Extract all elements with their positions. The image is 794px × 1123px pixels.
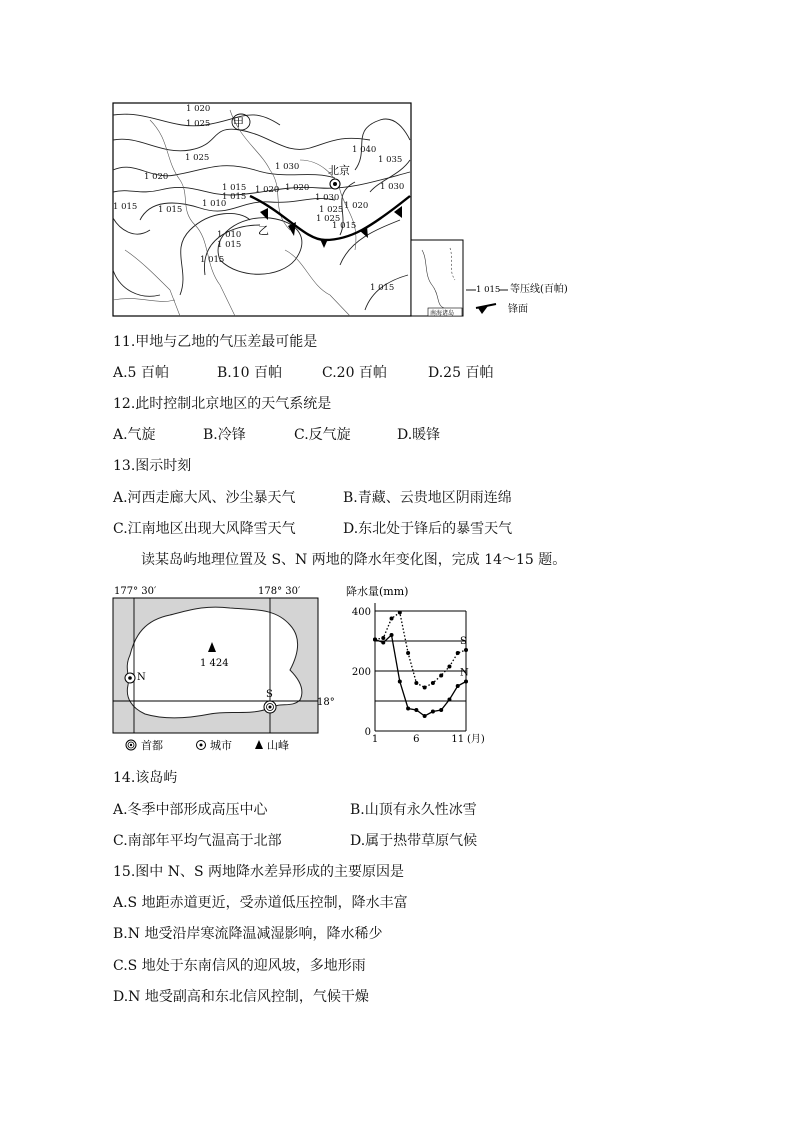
data-point-s: [423, 686, 427, 690]
data-point-n: [447, 698, 451, 702]
data-point-s: [398, 611, 402, 615]
data-point-s: [390, 617, 394, 621]
legend-isobar-value: 1 015: [476, 285, 501, 295]
data-point-s: [464, 648, 468, 652]
series-line-n: [375, 635, 466, 716]
data-point-s: [414, 681, 418, 685]
label-n: N: [137, 672, 146, 683]
q12-option-c[interactable]: C.反气旋: [294, 427, 351, 443]
isobar-label: 1 010: [217, 230, 242, 240]
place-yi: 乙: [258, 224, 269, 237]
series-label-n: N: [460, 667, 469, 679]
inset-label: 南海诸岛: [430, 310, 455, 317]
q11-stem: 11.甲地与乙地的气压差最可能是: [113, 334, 318, 350]
q12-stem: 12.此时控制北京地区的天气系统是: [113, 396, 332, 412]
isobar-label: 1 015: [217, 240, 242, 250]
isobar-label: 1 020: [285, 183, 310, 193]
isobar-label: 1 040: [352, 145, 377, 155]
q14-option-a[interactable]: A.冬季中部形成高压中心: [113, 802, 268, 818]
place-jia: 甲: [233, 116, 244, 129]
q15-option-d[interactable]: D.N 地受副高和东北信风控制，气候干燥: [113, 989, 369, 1005]
isobar-label-1015: 1 015: [200, 255, 225, 265]
q13-stem: 13.图示时刻: [113, 458, 192, 474]
data-point-n: [414, 708, 418, 712]
q11-option-b[interactable]: B.10 百帕: [217, 365, 283, 381]
data-point-s: [431, 681, 435, 685]
data-point-s: [456, 651, 460, 655]
data-point-n: [439, 708, 443, 712]
reading-intro: 读某岛屿地理位置及 S、N 两地的降水年变化图，完成 14～15 题。: [141, 552, 567, 568]
data-point-n: [373, 638, 377, 642]
q13-option-c[interactable]: C.江南地区出现大风降雪天气: [113, 521, 296, 537]
isobar-label: 1 035: [378, 155, 403, 165]
lon-left-label: 177° 30′: [114, 586, 157, 597]
isobar-label: 1 020: [144, 172, 169, 182]
q13-option-d[interactable]: D.东北处于锋后的暴雪天气: [343, 521, 513, 537]
chart-ylabel: 降水量(mm): [346, 585, 409, 598]
q14-stem: 14.该岛屿: [113, 770, 178, 786]
q13-option-b[interactable]: B.青藏、云贵地区阴雨连绵: [343, 490, 512, 506]
q12-option-d[interactable]: D.暖锋: [397, 427, 441, 443]
y-tick-label: 400: [351, 607, 371, 618]
data-point-s: [406, 651, 410, 655]
q11-option-d[interactable]: D.25 百帕: [428, 365, 494, 381]
data-point-n: [381, 641, 385, 645]
data-point-n: [464, 680, 468, 684]
isobar-label: 1 030: [315, 193, 340, 203]
isobar-label: 1 015: [332, 221, 357, 231]
legend-capital-text: 首都: [141, 739, 163, 752]
q14-option-b[interactable]: B.山顶有永久性冰雪: [350, 802, 477, 818]
peak-elevation: 1 424: [200, 658, 229, 669]
x-tick-label: 1: [371, 734, 379, 745]
isobar-label: 1 015: [222, 183, 247, 193]
lat-label: 18°: [317, 697, 335, 708]
label-s: S: [266, 689, 273, 700]
series-line-s: [375, 613, 466, 688]
q14-option-c[interactable]: C.南部年平均气温高于北部: [113, 833, 282, 849]
place-beijing: 北京: [328, 164, 350, 177]
south-china-sea-inset: [411, 240, 463, 316]
island-map: [110, 580, 340, 755]
q12-option-b[interactable]: B.冷锋: [203, 427, 246, 443]
isobar-label: 1 025: [319, 205, 344, 215]
isobar-label: 1 030: [275, 162, 300, 172]
isobar-label: 1 010: [202, 199, 227, 209]
chart-xlabel: (月): [467, 734, 485, 745]
isobar-label: 1 025: [185, 153, 210, 163]
y-tick-label: 200: [351, 667, 371, 678]
isobar-label: 1 015: [158, 205, 183, 215]
data-point-n: [398, 680, 402, 684]
x-tick-label: 6: [413, 734, 420, 745]
q13-option-a[interactable]: A.河西走廊大风、沙尘暴天气: [113, 490, 296, 506]
q11-option-a[interactable]: A.5 百帕: [113, 365, 169, 381]
legend-front-text: 锋面: [508, 304, 528, 315]
q15-option-a[interactable]: A.S 地距赤道更近，受赤道低压控制，降水丰富: [113, 895, 408, 911]
q15-option-c[interactable]: C.S 地处于东南信风的迎风坡，多地形雨: [113, 958, 366, 974]
isobar-label: 1 015: [222, 192, 247, 202]
q15-option-b[interactable]: B.N 地受沿岸寒流降温减湿影响，降水稀少: [113, 926, 383, 942]
series-label-s: S: [460, 636, 467, 647]
legend-peak-text: 山峰: [267, 739, 289, 752]
q12-option-a[interactable]: A.气旋: [113, 427, 156, 443]
data-point-n: [423, 714, 427, 718]
data-point-n: [406, 707, 410, 711]
isobar-label: 1 020: [186, 104, 211, 114]
isobar-label: 1 020: [344, 201, 369, 211]
data-point-n: [390, 633, 394, 637]
data-point-n: [431, 710, 435, 714]
isobar-label: 1 020: [255, 185, 280, 195]
isobar-label: 1 015: [370, 283, 395, 293]
x-tick-label: 11: [451, 734, 465, 745]
weather-map: [110, 100, 590, 322]
precipitation-chart: [340, 580, 500, 750]
data-point-s: [381, 636, 385, 640]
y-tick-label: 0: [364, 727, 371, 738]
legend-isobar-text: 等压线(百帕): [510, 284, 568, 295]
data-point-s: [439, 674, 443, 678]
lon-right-label: 178° 30′: [258, 586, 301, 597]
q15-stem: 15.图中 N、S 两地降水差异形成的主要原因是: [113, 864, 405, 880]
legend-city-text: 城市: [210, 739, 232, 752]
isobar-label-1025: 1 025: [316, 214, 341, 224]
legend-peak-icon: [255, 740, 263, 749]
data-point-n: [456, 684, 460, 688]
isobar-label: 1 030: [380, 182, 405, 192]
q11-option-c[interactable]: C.20 百帕: [322, 365, 387, 381]
data-point-s: [447, 665, 451, 669]
q14-option-d[interactable]: D.属于热带草原气候: [350, 833, 478, 849]
isobar-label: 1 025: [186, 119, 211, 129]
isobar-label: 1 015: [113, 202, 138, 212]
